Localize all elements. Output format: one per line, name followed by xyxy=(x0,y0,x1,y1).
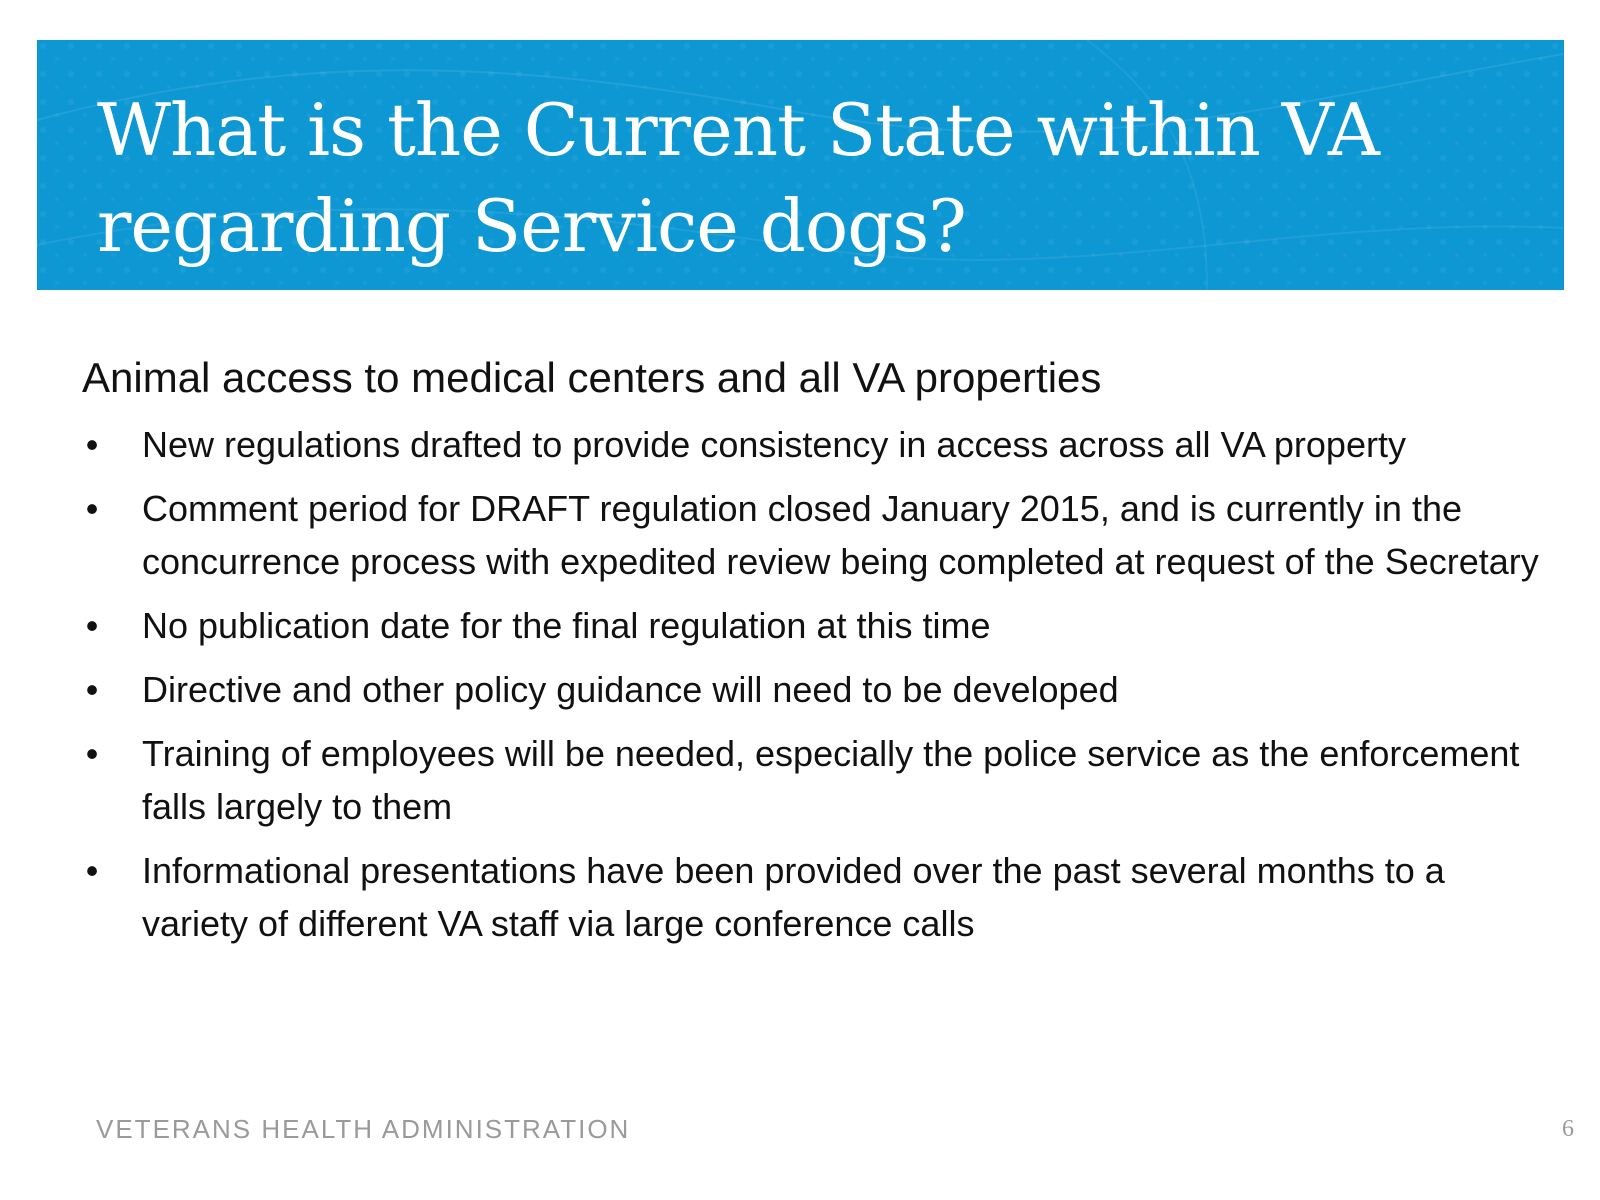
bullet-text-3: No publication date for the final regulation at this time xyxy=(142,605,991,646)
bullet-item-2 xyxy=(82,482,1552,588)
slide-title: What is the Current State within VA regarding Service dogs? xyxy=(97,88,1379,268)
page-number: 6 xyxy=(1562,1116,1574,1142)
title-banner xyxy=(37,40,1564,290)
bullet-dot-icon: • xyxy=(85,733,99,774)
bullet-dot-icon: • xyxy=(85,850,99,891)
bullet-dot-icon: • xyxy=(85,488,99,529)
bullet-text-6: Informational presentations have been provided over the past several months to a variety of different VA staff via large conference calls xyxy=(142,850,1445,944)
bullet-text-2: Comment period for DRAFT regulation closed January 2015, and is currently in the concurrence process with expedited review being completed at request of the Secretary xyxy=(142,488,1539,582)
bullet-item-4 xyxy=(82,663,1552,716)
bullet-item-3 xyxy=(82,599,1552,652)
bullet-item-6 xyxy=(82,844,1552,950)
bullet-dot-icon: • xyxy=(85,669,99,710)
bullet-dot-icon: • xyxy=(85,424,99,465)
bullet-text-1: New regulations drafted to provide consistency in access across all VA property xyxy=(142,424,1406,465)
bullet-dot-icon: • xyxy=(85,605,99,646)
bullet-text-5: Training of employees will be needed, especially the police service as the enforcement falls largely to them xyxy=(142,733,1520,827)
bullet-text-4: Directive and other policy guidance will need to be developed xyxy=(142,669,1119,710)
bullet-item-5 xyxy=(82,727,1552,833)
bullet-item-1 xyxy=(82,418,1552,471)
section-heading: Animal access to medical centers and all VA properties xyxy=(82,354,1102,401)
footer-text: VETERANS HEALTH ADMINISTRATION xyxy=(96,1114,631,1144)
content-area xyxy=(82,352,1552,961)
bullet-list xyxy=(82,418,1552,950)
